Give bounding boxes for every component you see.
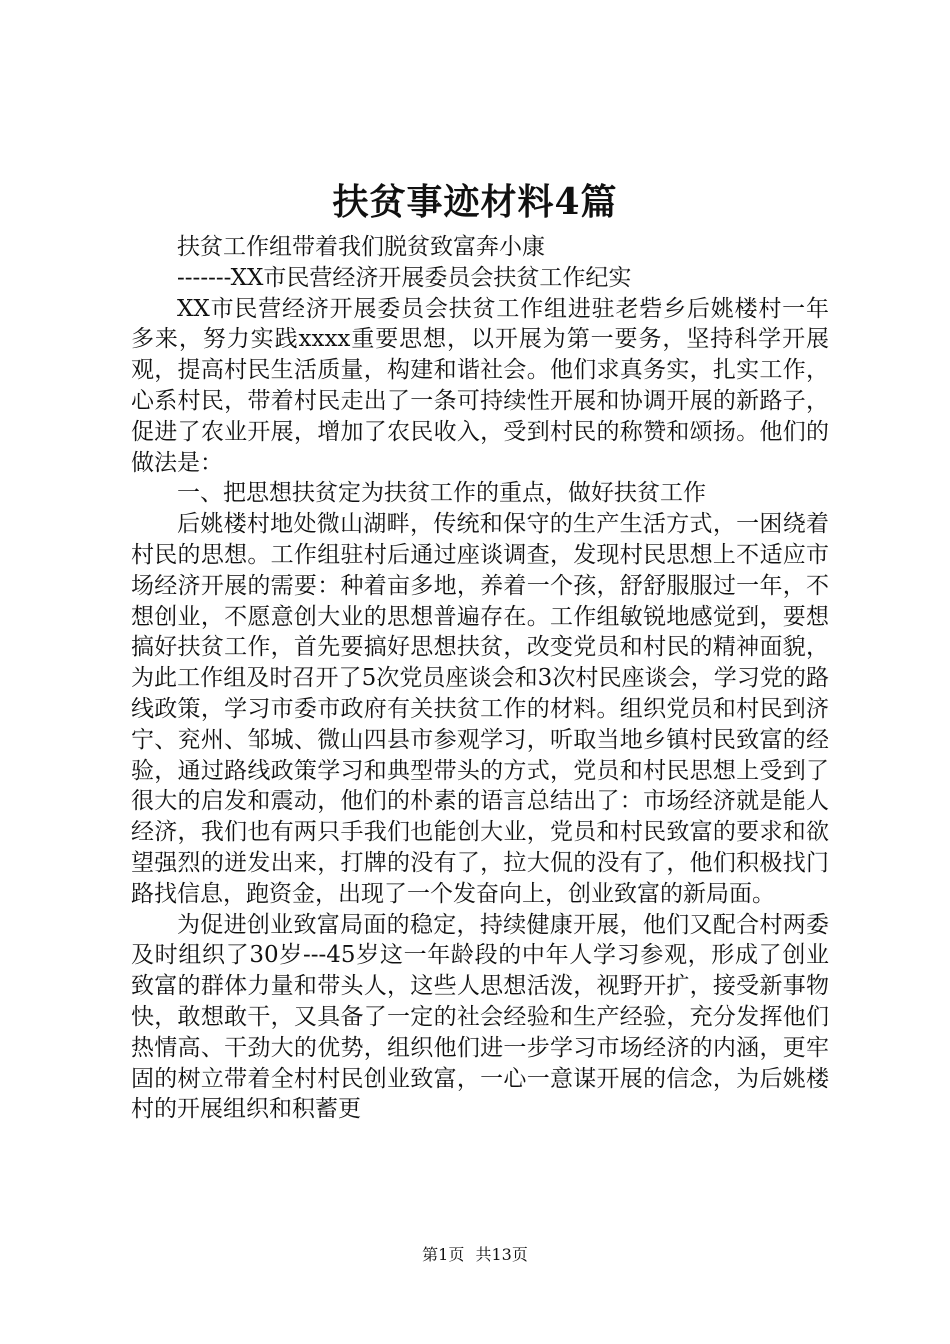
- paragraph: 为促进创业致富局面的稳定，持续健康开展，他们又配合村两委及时组织了30岁---45岁这一年龄段的中年人学习参观，形成了创业致富的群体力量和带头人，这些人思想活泼，视野开扩，接受新事物快，敢想敢干，又具备了一定的社会经验和生产经验，充分发挥他们热情高、干劲大的优势，组织他们进一步学习市场经济的内涵，更牢固的树立带着全村村民创业致富，一心一意谋开展的信念，为后姚楼村的开展组织和积蓄更: [131, 911, 829, 1123]
- page-number: 第1页: [422, 1245, 465, 1264]
- document-title: 扶贫事迹材料4篇: [332, 181, 618, 223]
- byline: -------XX市民营经济开展委员会扶贫工作纪实: [177, 264, 632, 291]
- page-footer: [0, 1244, 950, 1266]
- subtitle: 扶贫工作组带着我们脱贫致富奔小康: [177, 234, 545, 260]
- paragraph: 后姚楼村地处微山湖畔，传统和保守的生产生活方式，一困绕着村民的思想。工作组驻村后通过座谈调查，发现村民思想上不适应市场经济开展的需要：种着亩多地，养着一个孩，舒舒服服过一年，不想创业，不愿意创大业的思想普遍存在。工作组敏锐地感觉到，要想搞好扶贫工作，首先要搞好思想扶贫，改变党员和村民的精神面貌，为此工作组及时召开了5次党员座谈会和3次村民座谈会，学习党的路线政策，学习市委市政府有关扶贫工作的材料。组织党员和村民到济宁、兖州、邹城、微山四县市参观学习，听取当地乡镇村民致富的经验，通过路线政策学习和典型带头的方式，党员和村民思想上受到了很大的启发和震动，他们的朴素的语言总结出了：市场经济就是能人经济，我们也有两只手我们也能创大业，党员和村民致富的要求和欲望强烈的迸发出来，打牌的没有了，拉大侃的没有了，他们积极找门路找信息，跑资金，出现了一个发奋向上，创业致富的新局面。: [131, 511, 829, 907]
- page-total: 共13页: [475, 1245, 528, 1264]
- paragraph: XX市民营经济开展委员会扶贫工作组进驻老砦乡后姚楼村一年多来，努力实践xxxx重要思想，以开展为第一要务，坚持科学开展观，提高村民生活质量，构建和谐社会。他们求真务实，扎实工作，心系村民，带着村民走出了一条可持续性开展和协调开展的新路子，促进了农业开展，增加了农民收入，受到村民的称赞和颂扬。他们的做法是：: [131, 295, 829, 476]
- document-body: [131, 232, 829, 1125]
- section-heading: 一、把思想扶贫定为扶贫工作的重点，做好扶贫工作: [177, 480, 706, 507]
